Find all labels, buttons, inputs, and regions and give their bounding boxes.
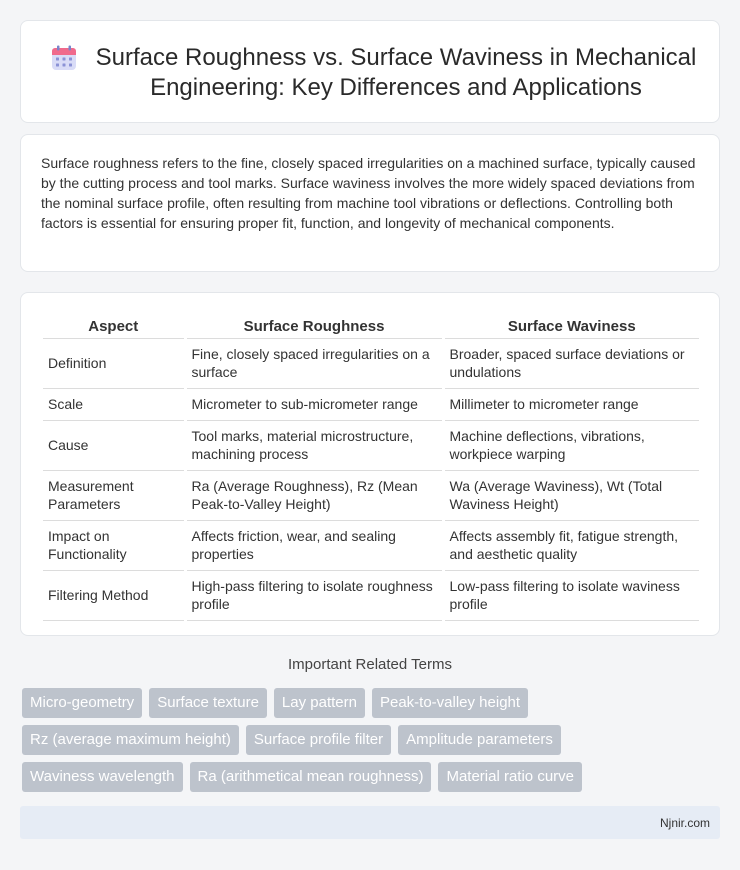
table-row	[43, 570, 699, 620]
table-cell-aspect: Impact on Functionality	[43, 520, 185, 570]
related-terms-list	[22, 688, 722, 799]
header-aspect: Aspect	[43, 315, 185, 338]
page-title: Surface Roughness vs. Surface Waviness in Mechanical Engineering: Key Differences and Applications	[95, 44, 697, 101]
related-term-tag[interactable]: Rz (average maximum height)	[22, 725, 239, 755]
header-surface-waviness: Surface Waviness	[443, 315, 699, 338]
table-cell-aspect: Scale	[43, 388, 185, 420]
intro-paragraph: Surface roughness refers to the fine, closely spaced irregularities on a machined surface, typically caused by the cutting process and tool marks. Surface waviness involves the more widely spaced deviations from the nominal surface profile, often resulting from machine tool vibrations or deflections. Controlling both factors is essential for ensuring proper fit, function, and longevity of mechanical components.	[41, 155, 696, 231]
related-term-tag[interactable]: Surface texture	[149, 688, 267, 718]
table-cell-roughness: Micrometer to sub-micrometer range	[185, 388, 443, 420]
table-cell-waviness: Millimeter to micrometer range	[443, 388, 699, 420]
table-cell-aspect: Measurement Parameters	[43, 470, 185, 520]
table-cell-waviness: Low-pass filtering to isolate waviness profile	[443, 570, 699, 620]
table-header-row	[43, 315, 699, 338]
related-term-tag[interactable]: Waviness wavelength	[22, 762, 183, 792]
footer-site-link[interactable]: Njnir.com	[659, 816, 710, 830]
table-cell-roughness: Tool marks, material microstructure, machining process	[185, 420, 443, 470]
table-row	[43, 420, 699, 470]
related-term-tag[interactable]: Micro-geometry	[22, 688, 142, 718]
table-cell-waviness: Affects assembly fit, fatigue strength, and aesthetic quality	[443, 520, 699, 570]
table-cell-waviness: Machine deflections, vibrations, workpiece warping	[443, 420, 699, 470]
table-cell-roughness: Fine, closely spaced irregularities on a surface	[185, 338, 443, 388]
table-row	[43, 470, 699, 520]
table-cell-roughness: Ra (Average Roughness), Rz (Mean Peak-to-Valley Height)	[185, 470, 443, 520]
comparison-table-card	[20, 292, 720, 636]
related-term-tag[interactable]: Peak-to-valley height	[372, 688, 528, 718]
table-cell-aspect: Definition	[43, 338, 185, 388]
related-term-tag[interactable]: Amplitude parameters	[398, 725, 561, 755]
table-row	[43, 338, 699, 388]
related-terms-title: Important Related Terms	[288, 656, 452, 673]
related-term-tag[interactable]: Surface profile filter	[246, 725, 391, 755]
related-term-tag[interactable]: Ra (arithmetical mean roughness)	[190, 762, 432, 792]
intro-card	[20, 134, 720, 272]
table-cell-waviness: Wa (Average Waviness), Wt (Total Waviness Height)	[443, 470, 699, 520]
table-cell-aspect: Cause	[43, 420, 185, 470]
header-card	[20, 20, 720, 123]
header-surface-roughness: Surface Roughness	[185, 315, 443, 338]
table-cell-roughness: High-pass filtering to isolate roughness profile	[185, 570, 443, 620]
related-term-tag[interactable]: Lay pattern	[274, 688, 365, 718]
table-row	[43, 388, 699, 420]
table-cell-roughness: Affects friction, wear, and sealing properties	[185, 520, 443, 570]
table-cell-aspect: Filtering Method	[43, 570, 185, 620]
table-cell-waviness: Broader, spaced surface deviations or undulations	[443, 338, 699, 388]
table-row	[43, 520, 699, 570]
footer	[20, 806, 720, 839]
related-term-tag[interactable]: Material ratio curve	[438, 762, 582, 792]
comparison-table	[43, 315, 699, 621]
calendar-icon	[51, 45, 77, 71]
